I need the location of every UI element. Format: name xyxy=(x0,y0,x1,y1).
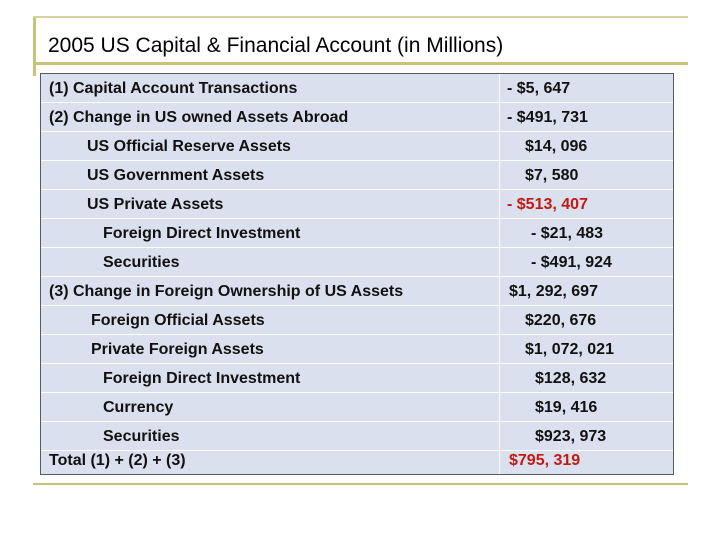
row-label: Foreign Official Assets xyxy=(91,312,265,329)
table-row xyxy=(41,306,673,335)
row-value: - $21, 483 xyxy=(531,225,604,242)
accent-top-line xyxy=(33,16,688,18)
row-label: US Official Reserve Assets xyxy=(87,138,291,155)
table-row xyxy=(41,132,673,161)
row-value: - $491, 731 xyxy=(507,109,588,126)
row-label: Securities xyxy=(103,428,180,445)
row-label: (1) Capital Account Transactions xyxy=(49,80,298,97)
row-label: (3) Change in Foreign Ownership of US Assets xyxy=(49,283,404,300)
table-row xyxy=(41,74,673,103)
footer-line xyxy=(33,483,688,485)
table-row xyxy=(41,103,673,132)
accent-vertical-line xyxy=(33,16,36,76)
table-row xyxy=(41,393,673,422)
table-row xyxy=(41,248,673,277)
row-value: $1, 292, 697 xyxy=(509,283,598,300)
row-label: Currency xyxy=(103,399,174,416)
row-value: $795, 319 xyxy=(509,452,581,469)
table-row xyxy=(41,190,673,219)
row-value: - $513, 407 xyxy=(507,196,588,213)
table-row xyxy=(41,335,673,364)
row-value: $923, 973 xyxy=(535,428,607,445)
row-value: $1, 072, 021 xyxy=(525,341,614,358)
slide-title: 2005 US Capital & Financial Account (in Millions) xyxy=(48,34,504,57)
table-row xyxy=(41,277,673,306)
row-value: $128, 632 xyxy=(535,370,607,387)
row-label: Securities xyxy=(103,254,180,271)
table-row xyxy=(41,219,673,248)
table-row xyxy=(41,161,673,190)
title-underline xyxy=(33,62,688,65)
row-value: $220, 676 xyxy=(525,312,597,329)
capital-account-table xyxy=(40,73,674,475)
row-value: - $5, 647 xyxy=(507,80,571,97)
row-label: US Private Assets xyxy=(87,196,224,213)
row-value: $14, 096 xyxy=(525,138,588,155)
row-label: US Government Assets xyxy=(87,167,265,184)
table-row xyxy=(41,364,673,393)
row-value: $19, 416 xyxy=(535,399,598,416)
row-label: (2) Change in US owned Assets Abroad xyxy=(49,109,349,126)
row-label: Total (1) + (2) + (3) xyxy=(49,452,186,469)
row-label: Private Foreign Assets xyxy=(91,341,264,358)
row-value: - $491, 924 xyxy=(531,254,612,271)
row-value: $7, 580 xyxy=(525,167,579,184)
table-row xyxy=(41,447,673,474)
row-label: Foreign Direct Investment xyxy=(103,225,301,242)
row-label: Foreign Direct Investment xyxy=(103,370,301,387)
